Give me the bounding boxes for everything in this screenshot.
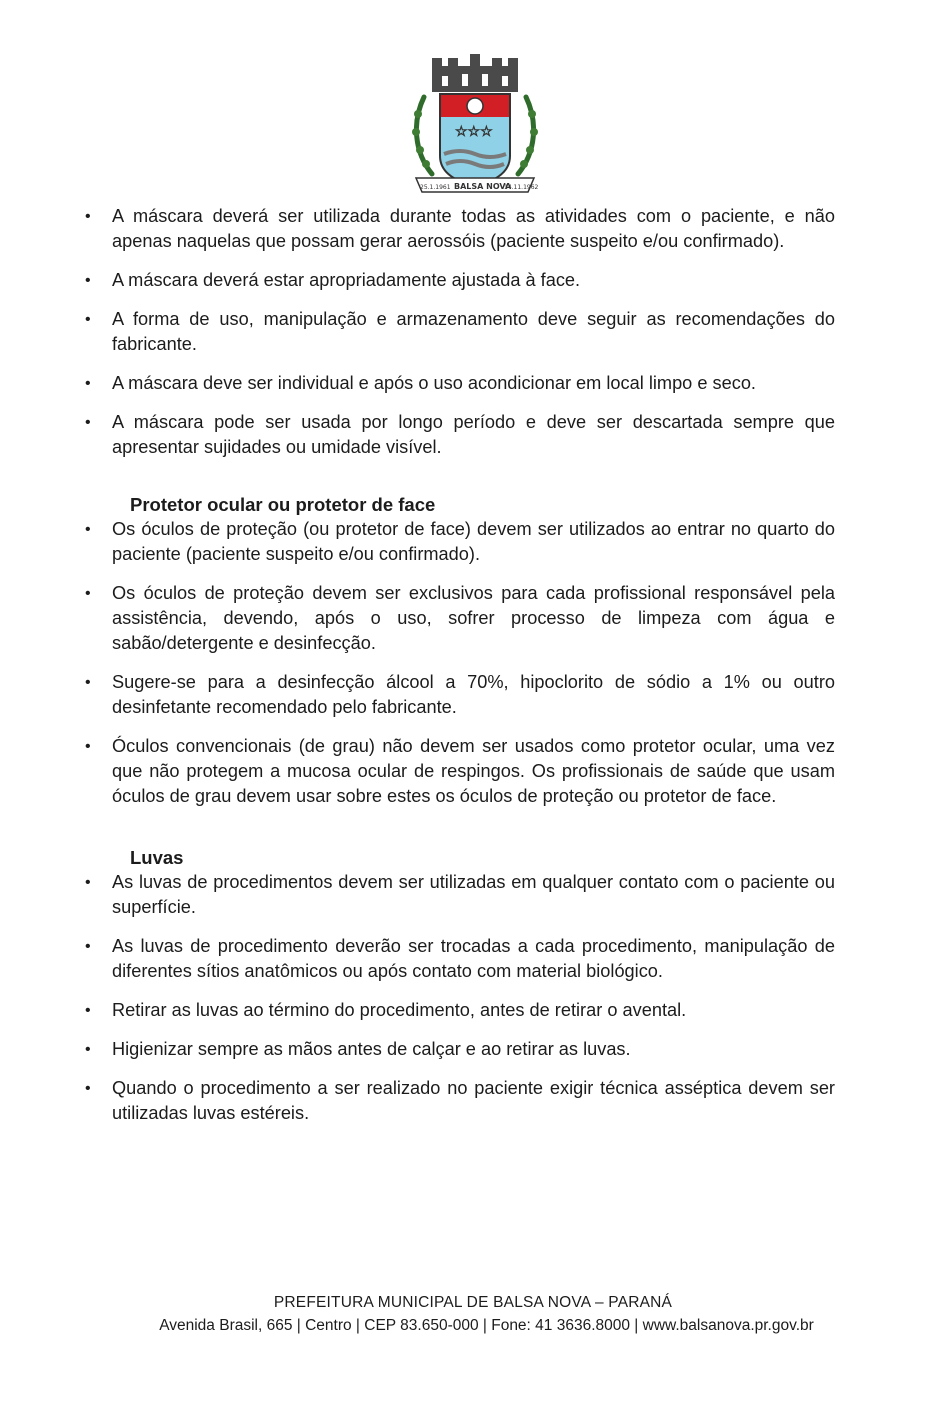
bullet-icon: • — [85, 585, 91, 602]
list-item: • Quando o procedimento a ser realizado no paciente exigir técnica asséptica devem ser utilizadas luvas estéreis. — [85, 1078, 835, 1123]
bullet-icon: • — [85, 414, 91, 431]
eye-protection-list — [85, 517, 835, 809]
list-item: • A forma de uso, manipulação e armazenamento deve seguir as recomendações do fabricante. — [85, 309, 835, 354]
footer-address: Avenida Brasil, 665 | Centro | CEP 83.650-000 | Fone: 41 3636.8000 | www.balsanova.pr.gov.br — [159, 1317, 814, 1334]
section-heading-eye-protection: Protetor ocular ou protetor de face — [130, 494, 436, 515]
logo-right-date: 14.11.1962 — [504, 184, 539, 191]
svg-text:☆☆☆: ☆☆☆ — [455, 124, 493, 140]
bullet-icon: • — [85, 1080, 91, 1097]
bullet-icon: • — [85, 938, 91, 955]
balsa-nova-coat-of-arms-icon — [410, 52, 540, 198]
list-item: • A máscara deverá ser utilizada durante todas as atividades com o paciente, e não apenas naquelas que possam gerar aerossóis (paciente suspeito e/ou confirmado). — [85, 206, 835, 251]
list-item: • Sugere-se para a desinfecção álcool a 70%, hipoclorito de sódio a 1% ou outro desinfetante recomendado pelo fabricante. — [85, 672, 835, 717]
document-body — [85, 204, 835, 1140]
logo-ribbon-text: BALSA NOVA — [454, 182, 512, 191]
bullet-icon: • — [85, 674, 91, 691]
list-item: • As luvas de procedimentos devem ser utilizadas em qualquer contato com o paciente ou superfície. — [85, 872, 835, 917]
bullet-icon: • — [85, 738, 91, 755]
list-item: • As luvas de procedimento deverão ser trocadas a cada procedimento, manipulação de diferentes sítios anatômicos ou após contato com material biológico. — [85, 936, 835, 981]
list-item: • A máscara deve ser individual e após o uso acondicionar em local limpo e seco. — [85, 371, 835, 396]
bullet-icon: • — [85, 272, 91, 289]
bullet-icon: • — [85, 521, 91, 538]
bullet-icon: • — [85, 311, 91, 328]
gloves-list — [85, 870, 835, 1126]
list-item: • Óculos convencionais (de grau) não devem ser usados como protetor ocular, uma vez que não protegem a mucosa ocular de respingos. Os profissionais de saúde que usam óculos de grau devem usar sobre estes os óculos de proteção ou protetor de face. — [85, 736, 835, 806]
footer-title: PREFEITURA MUNICIPAL DE BALSA NOVA – PARANÁ — [273, 1294, 673, 1311]
logo-left-date: 25.1.1961 — [420, 184, 451, 191]
list-item: • Os óculos de proteção devem ser exclusivos para cada profissional responsável pela assistência, devendo, após o uso, sofrer processo de limpeza com água e sabão/detergente e desinfecção. — [85, 583, 835, 653]
list-item: • Higienizar sempre as mãos antes de calçar e ao retirar as luvas. — [85, 1037, 835, 1062]
bullet-icon: • — [85, 208, 91, 225]
bullet-icon: • — [85, 874, 91, 891]
bullet-icon: • — [85, 1002, 91, 1019]
list-item: • Os óculos de proteção (ou protetor de face) devem ser utilizados ao entrar no quarto do paciente (paciente suspeito e/ou confirmado). — [85, 519, 835, 564]
mask-guidelines-list — [85, 204, 835, 460]
list-item: • A máscara pode ser usada por longo período e deve ser descartada sempre que apresentar sujidades ou umidade visível. — [85, 412, 835, 457]
section-heading-gloves: Luvas — [130, 847, 184, 868]
bullet-icon: • — [85, 1041, 91, 1058]
bullet-icon: • — [85, 375, 91, 392]
page-footer — [0, 1292, 946, 1338]
list-item: • A máscara deverá estar apropriadamente ajustada à face. — [85, 268, 835, 293]
list-item: • Retirar as luvas ao término do procedimento, antes de retirar o avental. — [85, 998, 835, 1023]
